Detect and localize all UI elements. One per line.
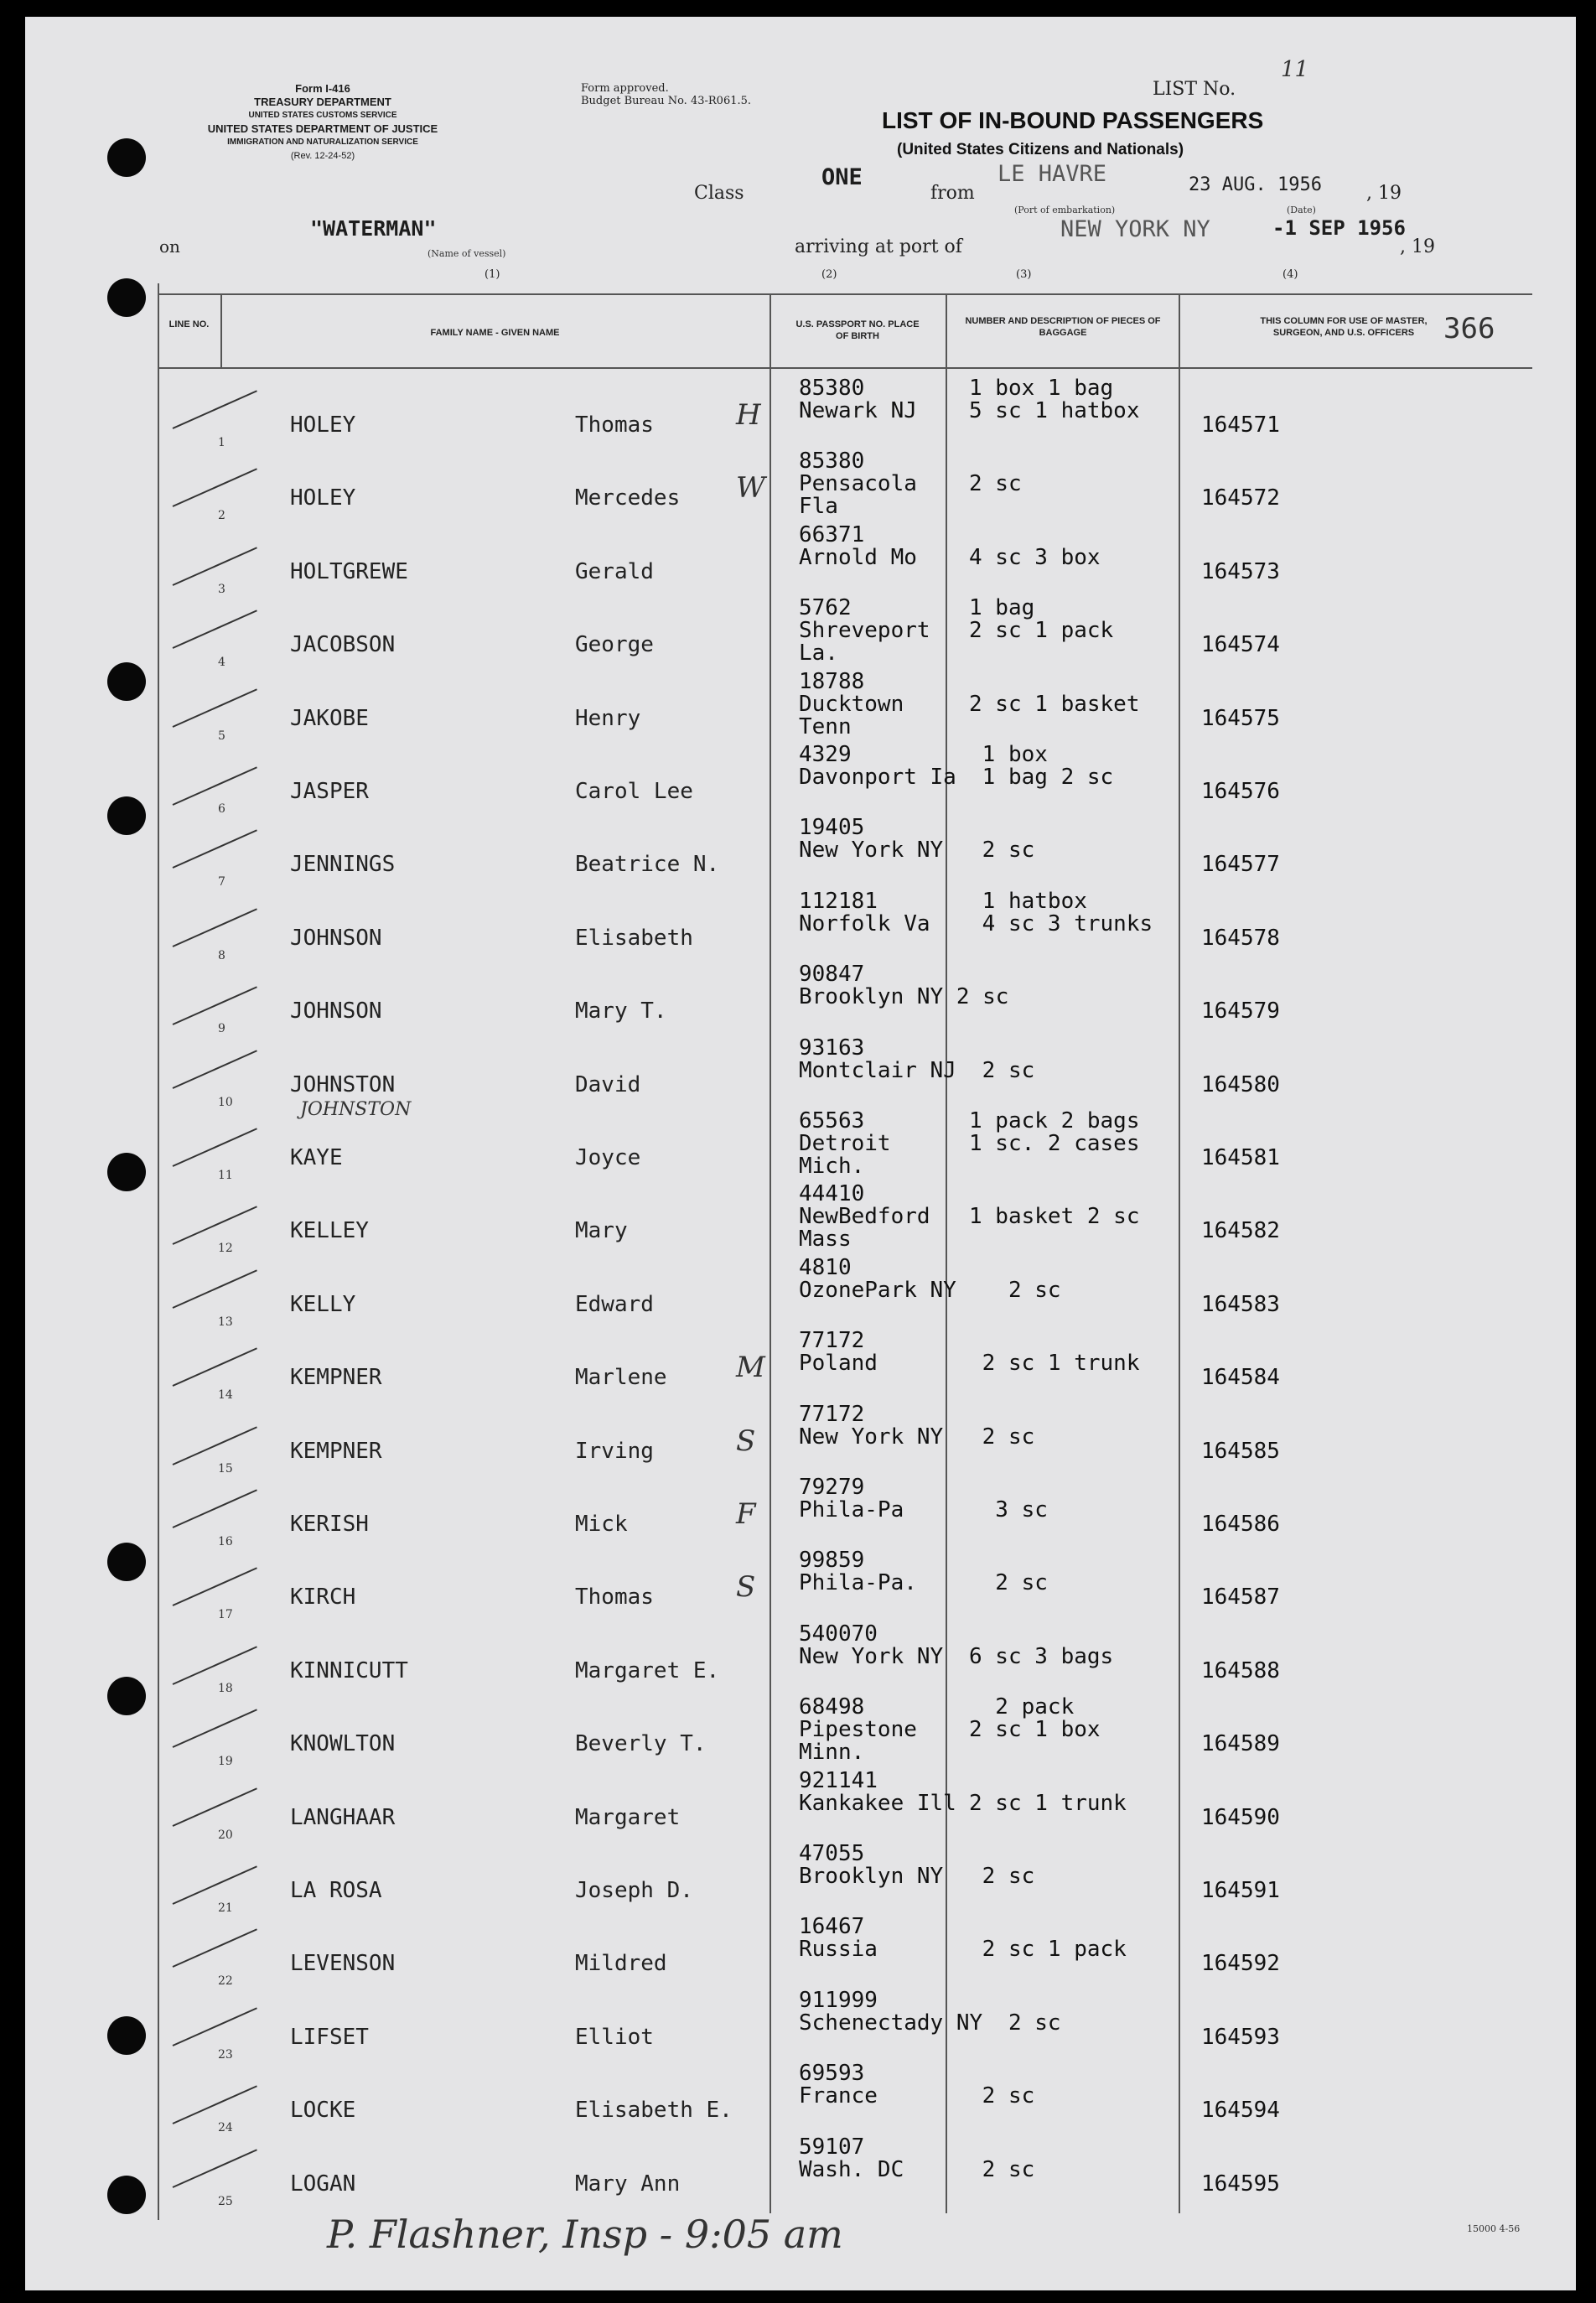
baggage-description: 2 sc <box>969 471 1022 497</box>
on-label: on <box>159 236 180 257</box>
given-name: Mercedes <box>575 485 681 511</box>
arriving-label: arriving at port of <box>795 236 962 257</box>
given-name: Mary T. <box>575 998 667 1024</box>
line-number: 6 <box>218 802 225 816</box>
binder-hole <box>107 2016 146 2055</box>
baggage-description: 2 pack 2 sc 1 box <box>969 1694 1101 1743</box>
table-row <box>158 2062 1532 2135</box>
check-tick-mark <box>173 469 257 508</box>
table-row <box>158 377 1532 450</box>
table-row <box>158 521 1532 597</box>
passport-and-birthplace: 85380 Pensacola Fla <box>799 449 917 520</box>
line-number: 4 <box>218 656 225 670</box>
officer-number: 164589 <box>1201 1731 1280 1757</box>
table-row <box>158 597 1532 670</box>
given-name: Margaret <box>575 1804 681 1830</box>
header-officers: THIS COLUMN FOR USE OF MASTER, SURGEON, AND U.S. OFFICERS <box>1260 316 1428 338</box>
passport-and-birthplace: 4329 Davonport Ia <box>799 742 956 790</box>
given-name: David <box>575 1071 641 1097</box>
passport-and-birthplace: 90847 Brooklyn NY 2 sc <box>799 962 1009 1010</box>
check-tick-mark <box>173 1426 257 1465</box>
officer-number: 164578 <box>1201 925 1280 951</box>
family-name: KAYE <box>290 1145 343 1170</box>
handwritten-note: M <box>736 1351 765 1385</box>
officer-number: 164584 <box>1201 1365 1280 1391</box>
handwritten-note: S <box>736 1570 756 1605</box>
family-name: KINNICUTT <box>290 1657 408 1683</box>
given-name: Mary <box>575 1218 628 1244</box>
passport-and-birthplace: 4810 OzonePark NY <box>799 1254 956 1303</box>
officer-number: 164573 <box>1201 558 1280 584</box>
check-tick-mark <box>173 610 257 650</box>
family-name: JACOBSON <box>290 632 396 658</box>
line-number: 23 <box>218 2047 233 2062</box>
baggage-description: 2 sc <box>1008 1277 1061 1303</box>
family-name: JOHNSTON <box>290 1071 396 1097</box>
table-row <box>158 744 1532 817</box>
binder-hole <box>107 138 146 177</box>
given-name: Mary Ann <box>575 2171 681 2197</box>
table-row <box>158 1476 1532 1549</box>
table-row <box>158 1696 1532 1769</box>
baggage-description: 1 box 1 bag 5 sc 1 hatbox <box>969 376 1140 423</box>
family-name: LOCKE <box>290 2098 356 2124</box>
given-name: George <box>575 632 654 658</box>
officer-number: 164581 <box>1201 1145 1280 1170</box>
given-name: Beverly T. <box>575 1731 707 1757</box>
check-tick-mark <box>173 2007 257 2046</box>
line-number: 15 <box>218 1461 233 1476</box>
line-number: 14 <box>218 1388 233 1403</box>
passport-and-birthplace: 911999 Schenectady NY <box>799 1987 983 2036</box>
col-number: (3) <box>1016 268 1032 281</box>
from-label: from <box>930 183 975 204</box>
passport-and-birthplace: 47055 Brooklyn NY <box>799 1841 944 1889</box>
list-no-value: 11 <box>1281 57 1309 82</box>
given-name: Mildred <box>575 1951 667 1977</box>
class-value: ONE <box>821 164 863 190</box>
check-tick-mark <box>173 2086 257 2125</box>
binder-hole <box>107 1153 146 1191</box>
line-number: 7 <box>218 875 225 890</box>
officer-number: 164588 <box>1201 1657 1280 1683</box>
family-name: HOLEY <box>290 412 356 438</box>
given-name: Irving <box>575 1438 654 1464</box>
baggage-description: 2 sc <box>1008 2010 1061 2036</box>
arrival-date-stamp: -1 SEP 1956 <box>1272 216 1406 240</box>
officer-number: 164583 <box>1201 1291 1280 1317</box>
baggage-description: 2 sc 1 basket <box>969 691 1140 717</box>
given-name: Carol Lee <box>575 779 693 804</box>
line-number: 13 <box>218 1315 233 1329</box>
class-label: Class <box>694 183 744 204</box>
given-name: Marlene <box>575 1365 667 1391</box>
col-number: (1) <box>484 268 500 281</box>
baggage-description: 2 sc <box>982 2083 1035 2109</box>
port-of-embarkation: LE HAVRE <box>998 161 1107 187</box>
family-name: KEMPNER <box>290 1365 382 1391</box>
officer-number: 164579 <box>1201 998 1280 1024</box>
table-row <box>158 817 1532 890</box>
check-tick-mark <box>173 1787 257 1827</box>
passport-and-birthplace: 921141 Kankakee Ill <box>799 1767 956 1816</box>
family-name: LEVENSON <box>290 1951 396 1977</box>
check-tick-mark <box>173 1489 257 1528</box>
table-row <box>158 1110 1532 1183</box>
passport-and-birthplace: 5762 Shreveport La. <box>799 595 930 667</box>
given-name: Beatrice N. <box>575 852 720 878</box>
table-row <box>158 1916 1532 1989</box>
line-number: 1 <box>218 436 225 449</box>
handwritten-note: JOHNSTON <box>300 1098 412 1120</box>
baggage-description: 2 sc <box>982 838 1035 864</box>
passport-and-birthplace: 79279 Phila-Pa <box>799 1475 904 1522</box>
officer-number: 164590 <box>1201 1804 1280 1830</box>
passport-and-birthplace: 16467 Russia <box>799 1914 878 1963</box>
family-name: KIRCH <box>290 1585 356 1611</box>
passport-and-birthplace: 85380 Newark NJ <box>799 376 917 423</box>
baggage-description: 2 sc 1 trunk <box>982 1351 1140 1377</box>
given-name: Margaret E. <box>575 1657 720 1683</box>
line-number: 8 <box>218 948 225 962</box>
given-name: Joseph D. <box>575 1878 693 1903</box>
family-name: LOGAN <box>290 2171 356 2197</box>
header-line-no: LINE NO. <box>168 319 210 329</box>
line-number: 20 <box>218 1828 233 1842</box>
embarkation-date: 23 AUG. 1956 <box>1189 174 1322 195</box>
agency-1: TREASURY DEPARTMENT <box>254 96 391 108</box>
family-name: JOHNSON <box>290 925 382 951</box>
binder-hole <box>107 796 146 835</box>
check-tick-mark <box>173 1128 257 1167</box>
check-tick-mark <box>173 987 257 1026</box>
baggage-description: 1 basket 2 sc <box>969 1204 1140 1230</box>
officer-number: 164577 <box>1201 852 1280 878</box>
officer-number: 164576 <box>1201 779 1280 804</box>
binder-hole <box>107 1543 146 1581</box>
check-tick-mark <box>173 2149 257 2188</box>
line-number: 10 <box>218 1095 233 1109</box>
given-name: Elisabeth <box>575 925 693 951</box>
line-number: 11 <box>218 1169 233 1182</box>
family-name: LIFSET <box>290 2024 369 2050</box>
header-name: FAMILY NAME - GIVEN NAME <box>430 328 560 338</box>
check-tick-mark <box>173 1269 257 1309</box>
officer-number: 164585 <box>1201 1438 1280 1464</box>
line-number: 19 <box>218 1755 233 1769</box>
revision: (Rev. 12-24-52) <box>290 151 355 161</box>
passport-and-birthplace: 112181 Norfolk Va <box>799 888 930 936</box>
check-tick-mark <box>173 908 257 947</box>
form-header <box>147 82 499 163</box>
check-tick-mark <box>173 1646 257 1685</box>
table-row <box>158 450 1532 523</box>
agency-3: UNITED STATES DEPARTMENT OF JUSTICE <box>207 122 438 135</box>
year-suffix-2: , 19 <box>1400 236 1435 257</box>
line-number: 22 <box>218 1974 233 1989</box>
passport-and-birthplace: 68498 Pipestone Minn. <box>799 1694 917 1766</box>
binder-hole <box>107 2176 146 2214</box>
officer-number: 164572 <box>1201 485 1280 511</box>
table-row <box>158 1843 1532 1916</box>
approval-line: Form approved. <box>581 82 669 95</box>
col-number: (2) <box>821 268 837 281</box>
officer-number: 164571 <box>1201 412 1280 438</box>
given-name: Henry <box>575 705 641 731</box>
family-name: JOHNSON <box>290 998 382 1024</box>
baggage-description: 2 sc <box>982 1424 1035 1450</box>
table-row <box>158 668 1532 744</box>
officer-number: 164591 <box>1201 1878 1280 1903</box>
baggage-description: 6 sc 3 bags <box>969 1643 1114 1669</box>
line-number: 17 <box>218 1608 233 1622</box>
officer-number: 164586 <box>1201 1512 1280 1537</box>
line-number: 25 <box>218 2194 233 2208</box>
table-row <box>158 890 1532 963</box>
check-tick-mark <box>173 688 257 728</box>
binder-hole <box>107 662 146 701</box>
check-tick-mark <box>173 766 257 806</box>
given-name: Thomas <box>575 1585 654 1611</box>
officer-number: 164592 <box>1201 1951 1280 1977</box>
check-tick-mark <box>173 1929 257 1968</box>
passport-and-birthplace: 18788 Ducktown Tenn <box>799 668 904 739</box>
passport-and-birthplace: 540070 New York NY <box>799 1621 944 1669</box>
header-passport: U.S. PASSPORT NO. PLACE OF BIRTH <box>795 319 920 341</box>
handwritten-note: S <box>736 1424 756 1458</box>
binder-hole <box>107 1677 146 1715</box>
given-name: Edward <box>575 1291 654 1317</box>
passport-and-birthplace: 19405 New York NY <box>799 815 944 864</box>
officer-number: 164594 <box>1201 2098 1280 2124</box>
family-name: KEMPNER <box>290 1438 382 1464</box>
table-row <box>158 1403 1532 1476</box>
check-tick-mark <box>173 390 257 429</box>
vessel-name: "WATERMAN" <box>310 216 437 241</box>
baggage-description: 1 bag 2 sc 1 pack <box>969 595 1114 644</box>
officer-number: 164582 <box>1201 1218 1280 1244</box>
baggage-description: 4 sc 3 box <box>969 544 1101 570</box>
table-row <box>158 1767 1532 1843</box>
officer-number: 164595 <box>1201 2171 1280 2197</box>
baggage-description: 1 hatbox 4 sc 3 trunks <box>982 888 1153 936</box>
passport-and-birthplace: 69593 France <box>799 2061 878 2109</box>
table-row <box>158 2136 1532 2209</box>
table-row <box>158 1549 1532 1622</box>
passenger-table <box>158 283 1532 2237</box>
inspector-signature: P. Flashner, Insp - 9:05 am <box>327 2212 843 2257</box>
line-number: 9 <box>218 1022 225 1036</box>
table-row <box>158 963 1532 1036</box>
handwritten-note: H <box>736 398 761 432</box>
baggage-description: 2 sc <box>995 1570 1048 1596</box>
check-tick-mark <box>173 1865 257 1905</box>
vessel-caption: (Name of vessel) <box>428 248 506 259</box>
table-top-rule <box>158 293 1532 295</box>
family-name: HOLEY <box>290 485 356 511</box>
passport-and-birthplace: 65563 Detroit Mich. <box>799 1108 891 1179</box>
baggage-description: 2 sc <box>982 1057 1035 1083</box>
page-subtitle: (United States Citizens and Nationals) <box>897 141 1184 158</box>
baggage-description: 2 sc 1 pack <box>982 1937 1127 1963</box>
officer-number: 164587 <box>1201 1585 1280 1611</box>
check-tick-mark <box>173 830 257 869</box>
line-number: 5 <box>218 729 225 743</box>
header-rule <box>158 367 1532 369</box>
baggage-description: 2 sc <box>982 1864 1035 1889</box>
family-name: JENNINGS <box>290 852 396 878</box>
table-row <box>158 1183 1532 1256</box>
year-suffix: , 19 <box>1366 183 1402 204</box>
date-caption: (Date) <box>1287 205 1316 215</box>
passport-and-birthplace: 77172 Poland <box>799 1328 878 1377</box>
handwritten-note: F <box>736 1497 756 1531</box>
family-name: JASPER <box>290 779 369 804</box>
form-id: Form I-416 <box>295 82 350 95</box>
table-row <box>158 1330 1532 1403</box>
line-number: 16 <box>218 1535 233 1548</box>
table-row <box>158 1035 1532 1120</box>
check-tick-mark <box>173 547 257 586</box>
page-title: LIST OF IN-BOUND PASSENGERS <box>882 107 1264 133</box>
check-tick-mark <box>173 1348 257 1388</box>
passport-and-birthplace: 44410 NewBedford Mass <box>799 1181 930 1253</box>
given-name: Joyce <box>575 1145 641 1170</box>
arrival-port: NEW YORK NY <box>1060 216 1210 242</box>
handwritten-note: W <box>736 471 765 506</box>
header-baggage: NUMBER AND DESCRIPTION OF PIECES OF BAGGAGE <box>965 316 1161 338</box>
family-name: KELLY <box>290 1291 356 1317</box>
check-tick-mark <box>173 1050 257 1089</box>
table-row <box>158 1254 1532 1330</box>
officer-number: 164575 <box>1201 705 1280 731</box>
table-row <box>158 1989 1532 2062</box>
family-name: LA ROSA <box>290 1878 382 1903</box>
check-tick-mark <box>173 1568 257 1607</box>
print-code: 15000 4-56 <box>1467 2223 1521 2234</box>
baggage-description: 1 pack 2 bags 1 sc. 2 cases <box>969 1108 1140 1156</box>
baggage-description: 1 box 1 bag 2 sc <box>982 742 1114 790</box>
family-name: JAKOBE <box>290 705 369 731</box>
line-number: 12 <box>218 1242 233 1256</box>
passport-and-birthplace: 59107 Wash. DC <box>799 2134 904 2182</box>
approval-line: Budget Bureau No. 43-R061.5. <box>581 95 752 107</box>
port-caption: (Port of embarkation) <box>1014 205 1116 215</box>
officer-number: 164574 <box>1201 632 1280 658</box>
officer-number: 164593 <box>1201 2024 1280 2050</box>
agency-2: UNITED STATES CUSTOMS SERVICE <box>248 111 397 120</box>
passport-and-birthplace: 66371 Arnold Mo <box>799 521 917 570</box>
table-row <box>158 1623 1532 1696</box>
given-name: Elisabeth E. <box>575 2098 733 2124</box>
family-name: KERISH <box>290 1512 369 1537</box>
manifest-sheet <box>25 17 1576 2290</box>
approval-note <box>581 82 751 107</box>
passport-and-birthplace: 77172 New York NY <box>799 1401 944 1450</box>
family-name: LANGHAAR <box>290 1804 396 1830</box>
col-number: (4) <box>1282 268 1298 281</box>
family-name: HOLTGREWE <box>290 558 408 584</box>
binder-hole <box>107 278 146 317</box>
line-number: 18 <box>218 1681 233 1695</box>
agency-4: IMMIGRATION AND NATURALIZATION SERVICE <box>227 137 418 147</box>
check-tick-mark <box>173 1709 257 1749</box>
baggage-description: 3 sc <box>995 1497 1048 1522</box>
family-name: KNOWLTON <box>290 1731 396 1757</box>
line-number: 24 <box>218 2121 233 2135</box>
passport-and-birthplace: 99859 Phila-Pa. <box>799 1548 917 1596</box>
given-name: Thomas <box>575 412 654 438</box>
baggage-description: 2 sc <box>982 2156 1035 2182</box>
given-name: Mick <box>575 1512 628 1537</box>
officer-number: 164580 <box>1201 1071 1280 1097</box>
page-stamp-number: 366 <box>1443 312 1495 345</box>
list-no-label: LIST No. <box>1153 79 1236 100</box>
line-number: 2 <box>218 509 225 523</box>
baggage-description: 2 sc 1 trunk <box>969 1790 1127 1816</box>
passport-and-birthplace: 93163 Montclair NJ <box>799 1035 956 1083</box>
line-number: 21 <box>218 1901 233 1915</box>
family-name: KELLEY <box>290 1218 369 1244</box>
given-name: Gerald <box>575 558 654 584</box>
check-tick-mark <box>173 1206 257 1246</box>
line-number: 3 <box>218 582 225 596</box>
given-name: Elliot <box>575 2024 654 2050</box>
